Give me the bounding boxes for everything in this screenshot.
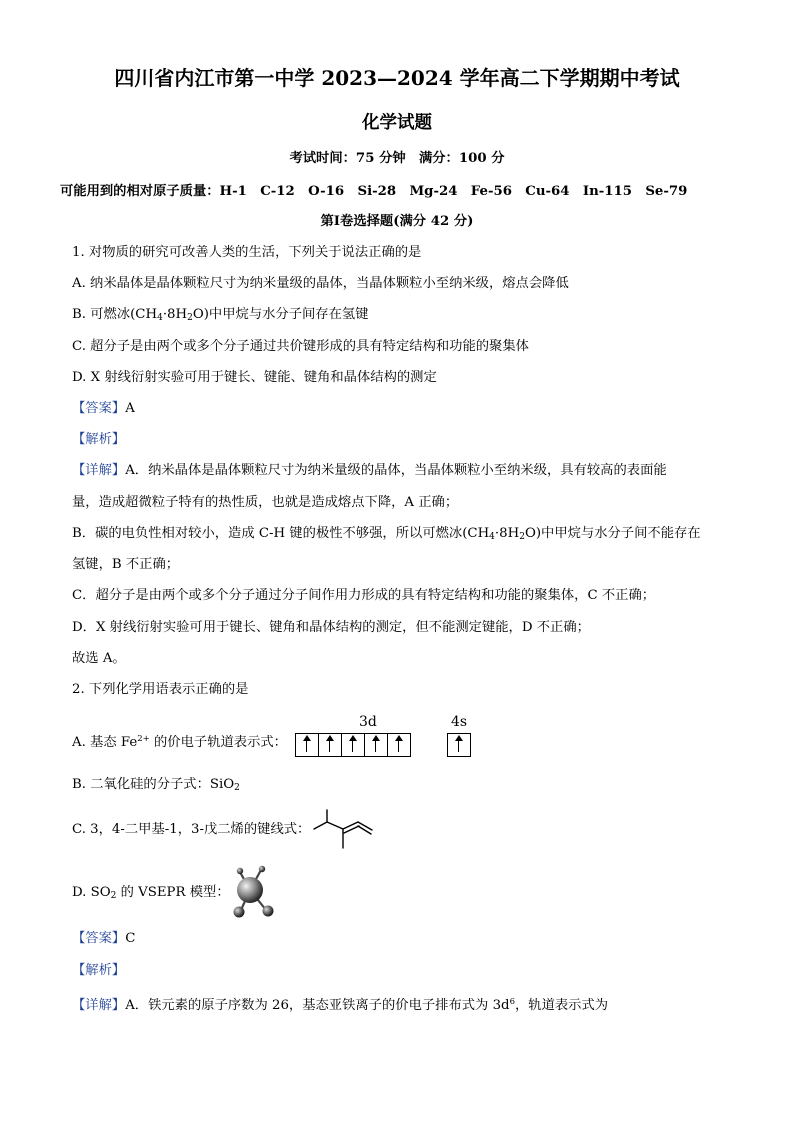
exam-info: 考试时间：75 分钟 满分：100 分 [289, 151, 505, 166]
orbital-label-3d: 3d [359, 714, 377, 730]
question-1-detail-line: 【详解】A．纳米晶体是晶体颗粒尺寸为纳米量级的晶体，当晶体颗粒小至纳米级，具有较高的表面能 [72, 463, 667, 478]
spin-up-arrow-icon [352, 737, 353, 752]
orbital-box-3d-2 [319, 733, 342, 757]
lone-pair-sphere [259, 866, 265, 872]
spin-up-arrow-icon [375, 737, 376, 752]
orbital-diagram-4s [447, 733, 471, 757]
question-2-option-a: A. 基态 $Fe^{2+}$ 的价电子轨道表示式： [72, 734, 287, 750]
question-1-detail-line: 量，造成超微粒子特有的热性质，也就是造成熔点下降，A 正确； [72, 495, 459, 510]
lone-pair-sphere [237, 868, 243, 874]
question-1-detail-line: B．碳的电负性相对较小，造成 C-H 键的极性不够强，所以可燃冰$(CH_4\cdot 8H_2O)$中甲烷与水分子间不能存在 [72, 526, 701, 542]
question-2-detail-line: 【详解】A．铁元素的原子序数为 26，基态亚铁离子的价电子排布式为 $3d^6$，轨道表示式为 [72, 997, 609, 1013]
question-2-option-b: B. 二氧化硅的分子式：SiO$_2$ [72, 777, 240, 793]
outer-atom-sphere [263, 906, 274, 917]
double-bond-line [358, 826, 371, 834]
question-1-option-c: C. 超分子是由两个或多个分子通过共价键形成的具有特定结构和功能的聚集体 [72, 339, 529, 354]
orbital-diagram-3d [295, 733, 411, 757]
spin-up-arrow-icon [398, 737, 399, 752]
question-1-option-a: A. 纳米晶体是晶体颗粒尺寸为纳米量级的晶体，当晶体颗粒小至纳米级，熔点会降低 [72, 276, 569, 291]
orbital-box-3d-3 [342, 733, 365, 757]
spin-up-arrow-icon [458, 737, 459, 752]
question-1-answer: 【答案】A [72, 401, 135, 416]
central-atom-sphere [237, 877, 263, 903]
question-2-answer: 【答案】C [72, 931, 136, 946]
orbital-box-3d-4 [365, 733, 388, 757]
skeletal-formula-diagram [312, 808, 374, 854]
question-1-stem: 1. 对物质的研究可改善人类的生活，下列关于说法正确的是 [72, 245, 422, 260]
question-1-detail-line: D．X 射线衍射实验可用于键长、键角和晶体结构的测定，但不能测定键能，D 不正确； [72, 620, 590, 635]
question-2-option-d: D. $SO_2$ 的 VSEPR 模型： [72, 885, 230, 901]
orbital-label-4s: 4s [451, 714, 468, 730]
spin-up-arrow-icon [329, 737, 330, 752]
question-1-detail-line: 氢键，B 不正确； [72, 557, 180, 572]
question-2-stem: 2. 下列化学用语表示正确的是 [72, 682, 249, 697]
bond-line [314, 822, 327, 829]
bond-line [358, 822, 372, 830]
question-1-option-d: D. X 射线衍射实验可用于键长、键能、键角和晶体结构的测定 [72, 370, 437, 385]
vsepr-model-diagram [226, 862, 278, 920]
document-title: 四川省内江市第一中学 2023—2024 学年高二下学期期中考试 [114, 66, 680, 90]
question-1-analysis-label: 【解析】 [72, 432, 126, 447]
question-1-option-b: B. 可燃冰$(CH_4\cdot 8H_2O)$中甲烷与水分子间存在氢键 [72, 307, 369, 323]
section-heading: 第Ⅰ卷选择题(满分 42 分) [320, 214, 474, 229]
outer-atom-sphere [234, 907, 245, 918]
spin-up-arrow-icon [306, 737, 307, 752]
question-2-option-c: C. 3，4-二甲基-1，3-戊二烯的键线式： [72, 822, 311, 837]
atomic-masses: 可能用到的相对原子质量：H-1 C-12 O-16 Si-28 Mg-24 Fe-56 Cu-64 In-115 Se-79 [60, 184, 688, 199]
document-subtitle: 化学试题 [362, 113, 432, 133]
question-1-conclusion: 故选 A。 [72, 651, 126, 666]
orbital-box-3d-1 [295, 733, 319, 757]
question-2-analysis-label: 【解析】 [72, 963, 126, 978]
orbital-box-4s [447, 733, 471, 757]
question-1-detail-line: C．超分子是由两个或多个分子通过分子间作用力形成的具有特定结构和功能的聚集体，C 不正确； [72, 588, 656, 603]
orbital-box-3d-5 [388, 733, 411, 757]
bond-line [327, 822, 343, 829]
